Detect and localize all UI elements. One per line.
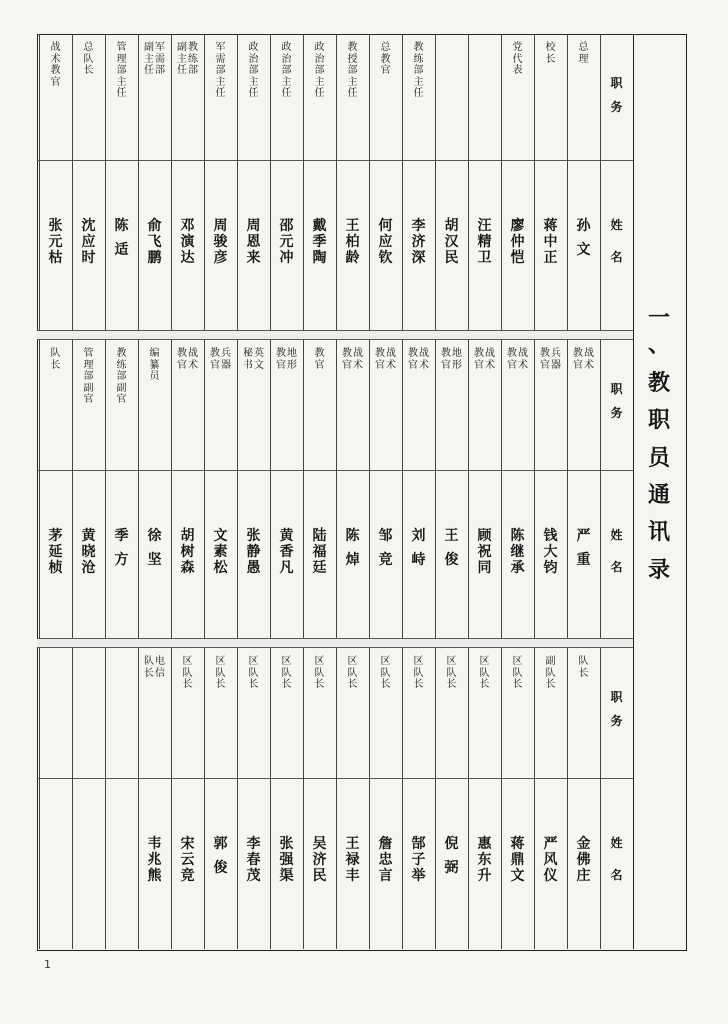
role-cell: 政 治 部 主 任 — [314, 42, 325, 99]
role-cell: 军 需 部 副 主 任 — [144, 42, 165, 76]
name-cell: 沈 应 时 — [81, 218, 96, 266]
role-cell: 教 官 — [314, 348, 325, 371]
column-rule — [138, 34, 139, 330]
name-cell: 王 禄 丰 — [345, 836, 360, 884]
role-cell: 总 教 官 — [380, 42, 391, 76]
column-rule — [435, 34, 436, 330]
column-rule — [468, 340, 469, 638]
role-cell: 教 授 部 主 任 — [347, 42, 358, 99]
role-cell: 政 治 部 主 任 — [281, 42, 292, 99]
column-rule — [534, 340, 535, 638]
title-char: 通 — [647, 482, 670, 508]
name-cell: 戴 季 陶 — [312, 218, 327, 266]
name-cell: 郜 子 举 — [411, 836, 426, 884]
column-rule — [204, 648, 205, 949]
name-cell: 黄 晓 沧 — [81, 528, 96, 576]
role-cell: 队 长 — [578, 656, 589, 679]
column-rule — [567, 340, 568, 638]
column-rule — [567, 34, 568, 330]
role-cell: 兵 器 教 官 — [540, 348, 561, 371]
column-rule — [72, 648, 73, 949]
role-cell: 区 队 长 — [479, 656, 490, 690]
name-cell: 王 柏 龄 — [345, 218, 360, 266]
role-cell: 编 纂 员 — [149, 348, 160, 382]
title-char: 员 — [647, 445, 670, 471]
row-rule — [37, 160, 633, 161]
column-rule — [501, 340, 502, 638]
column-rule — [468, 34, 469, 330]
column-rule — [402, 648, 403, 949]
column-rule — [270, 648, 271, 949]
name-cell: 汪 精 卫 — [477, 218, 492, 266]
column-rule — [138, 648, 139, 949]
name-cell: 廖 仲 恺 — [510, 218, 525, 266]
page-number: 1 — [44, 958, 51, 971]
section-separator — [37, 638, 633, 648]
name-cell: 胡 树 森 — [180, 528, 195, 576]
name-cell: 刘 峙 — [411, 528, 426, 568]
directory-frame — [37, 34, 687, 951]
role-cell: 教 练 部 主 任 — [413, 42, 424, 99]
column-rule — [237, 340, 238, 638]
role-cell: 战 术 教 官 — [342, 348, 363, 371]
name-cell: 倪 弼 — [444, 836, 459, 876]
name-cell: 陈 适 — [114, 218, 129, 258]
column-rule — [369, 340, 370, 638]
column-rule — [237, 648, 238, 949]
role-cell: 战 术 教 官 — [573, 348, 594, 371]
role-cell: 队 长 — [50, 348, 61, 371]
role-cell: 管 理 部 副 官 — [83, 348, 94, 405]
role-cell: 总 队 长 — [83, 42, 94, 76]
name-cell: 顾 祝 同 — [477, 528, 492, 576]
name-cell: 张 元 枯 — [48, 218, 63, 266]
name-cell: 惠 东 升 — [477, 836, 492, 884]
name-cell: 邹 竞 — [378, 528, 393, 568]
role-cell: 区 队 长 — [413, 656, 424, 690]
name-cell: 周 恩 来 — [246, 218, 261, 266]
role-cell: 英 文 秘 书 — [243, 348, 264, 371]
role-cell: 电 信 队 长 — [144, 656, 165, 679]
name-cell: 季 方 — [114, 528, 129, 568]
role-cell: 战 术 教 官 — [507, 348, 528, 371]
column-rule — [534, 648, 535, 949]
name-cell: 郭 俊 — [213, 836, 228, 876]
column-rule — [336, 648, 337, 949]
column-rule — [204, 340, 205, 638]
role-cell: 地 形 教 官 — [276, 348, 297, 371]
role-cell: 区 队 长 — [281, 656, 292, 690]
column-rule — [303, 648, 304, 949]
name-cell: 何 应 钦 — [378, 218, 393, 266]
column-rule — [138, 340, 139, 638]
page-title — [633, 300, 685, 589]
role-cell: 区 队 长 — [182, 656, 193, 690]
column-rule — [567, 648, 568, 949]
header-role: 职 务 — [610, 382, 623, 420]
section-separator — [37, 330, 633, 340]
role-cell: 战 术 教 官 — [375, 348, 396, 371]
role-cell: 战 术 教 官 — [177, 348, 198, 371]
role-cell: 政 治 部 主 任 — [248, 42, 259, 99]
name-cell: 陈 焯 — [345, 528, 360, 568]
role-cell: 总 理 — [578, 42, 589, 65]
name-cell: 金 佛 庄 — [576, 836, 591, 884]
title-char: 讯 — [647, 520, 670, 546]
name-cell: 严 重 — [576, 528, 591, 568]
column-rule — [369, 648, 370, 949]
column-rule — [171, 648, 172, 949]
role-cell: 军 需 部 主 任 — [215, 42, 226, 99]
role-cell: 区 队 长 — [314, 656, 325, 690]
name-cell: 徐 坚 — [147, 528, 162, 568]
column-rule — [303, 340, 304, 638]
role-cell: 党 代 表 — [512, 42, 523, 76]
role-cell: 管 理 部 主 任 — [116, 42, 127, 99]
title-char: 教 — [647, 370, 670, 396]
name-cell: 邵 元 冲 — [279, 218, 294, 266]
name-cell: 蒋 鼎 文 — [510, 836, 525, 884]
name-cell: 黄 香 凡 — [279, 528, 294, 576]
header-role: 职 务 — [610, 76, 623, 114]
column-rule — [501, 648, 502, 949]
name-cell: 文 素 松 — [213, 528, 228, 576]
column-rule — [72, 34, 73, 330]
role-cell: 区 队 长 — [512, 656, 523, 690]
name-cell: 邓 演 达 — [180, 218, 195, 266]
name-cell: 俞 飞 鹏 — [147, 218, 162, 266]
title-char: 、 — [647, 333, 670, 359]
header-name: 姓 名 — [610, 836, 623, 882]
column-rule — [171, 340, 172, 638]
name-cell: 茅 延 桢 — [48, 528, 63, 576]
role-cell: 教 练 部 副 官 — [116, 348, 127, 405]
role-cell: 区 队 长 — [248, 656, 259, 690]
header-role: 职 务 — [610, 690, 623, 728]
title-char: 一 — [647, 306, 670, 331]
role-cell: 战 术 教 官 — [474, 348, 495, 371]
role-cell: 区 队 长 — [446, 656, 457, 690]
column-rule — [171, 34, 172, 330]
role-cell: 兵 器 教 官 — [210, 348, 231, 371]
row-rule — [37, 470, 633, 471]
column-rule — [501, 34, 502, 330]
title-char: 职 — [647, 408, 670, 434]
name-cell: 张 静 愚 — [246, 528, 261, 576]
name-cell: 张 强 渠 — [279, 836, 294, 884]
name-cell: 蒋 中 正 — [543, 218, 558, 266]
name-cell: 吴 济 民 — [312, 836, 327, 884]
column-rule — [534, 34, 535, 330]
name-cell: 孙 文 — [576, 218, 591, 258]
role-cell: 区 队 长 — [380, 656, 391, 690]
name-cell: 李 济 深 — [411, 218, 426, 266]
column-rule — [39, 648, 40, 949]
header-name: 姓 名 — [610, 528, 623, 574]
column-rule — [435, 648, 436, 949]
role-cell: 战 术 教 官 — [408, 348, 429, 371]
role-cell: 校 长 — [545, 42, 556, 65]
column-rule — [435, 340, 436, 638]
name-cell: 韦 兆 熊 — [147, 836, 162, 884]
name-cell: 胡 汉 民 — [444, 218, 459, 266]
role-cell: 战 术 教 官 — [50, 42, 61, 88]
name-cell: 李 春 茂 — [246, 836, 261, 884]
title-char: 录 — [647, 557, 670, 583]
name-cell: 陈 继 承 — [510, 528, 525, 576]
name-cell: 陆 福 廷 — [312, 528, 327, 576]
column-rule — [270, 340, 271, 638]
name-cell: 钱 大 钧 — [543, 528, 558, 576]
column-rule — [39, 340, 40, 638]
column-rule — [369, 34, 370, 330]
name-cell: 詹 忠 言 — [378, 836, 393, 884]
row-rule — [37, 778, 633, 779]
name-cell: 严 风 仪 — [543, 836, 558, 884]
column-rule — [468, 648, 469, 949]
column-rule — [336, 340, 337, 638]
role-cell: 教 练 部 副 主 任 — [177, 42, 198, 76]
name-cell: 王 俊 — [444, 528, 459, 568]
column-rule — [402, 340, 403, 638]
header-name: 姓 名 — [610, 218, 623, 264]
role-cell: 区 队 长 — [215, 656, 226, 690]
column-rule — [105, 648, 106, 949]
role-cell: 区 队 长 — [347, 656, 358, 690]
role-cell: 副 队 长 — [545, 656, 556, 690]
name-cell: 周 骏 彦 — [213, 218, 228, 266]
name-cell: 宋 云 竞 — [180, 836, 195, 884]
role-cell: 地 形 教 官 — [441, 348, 462, 371]
